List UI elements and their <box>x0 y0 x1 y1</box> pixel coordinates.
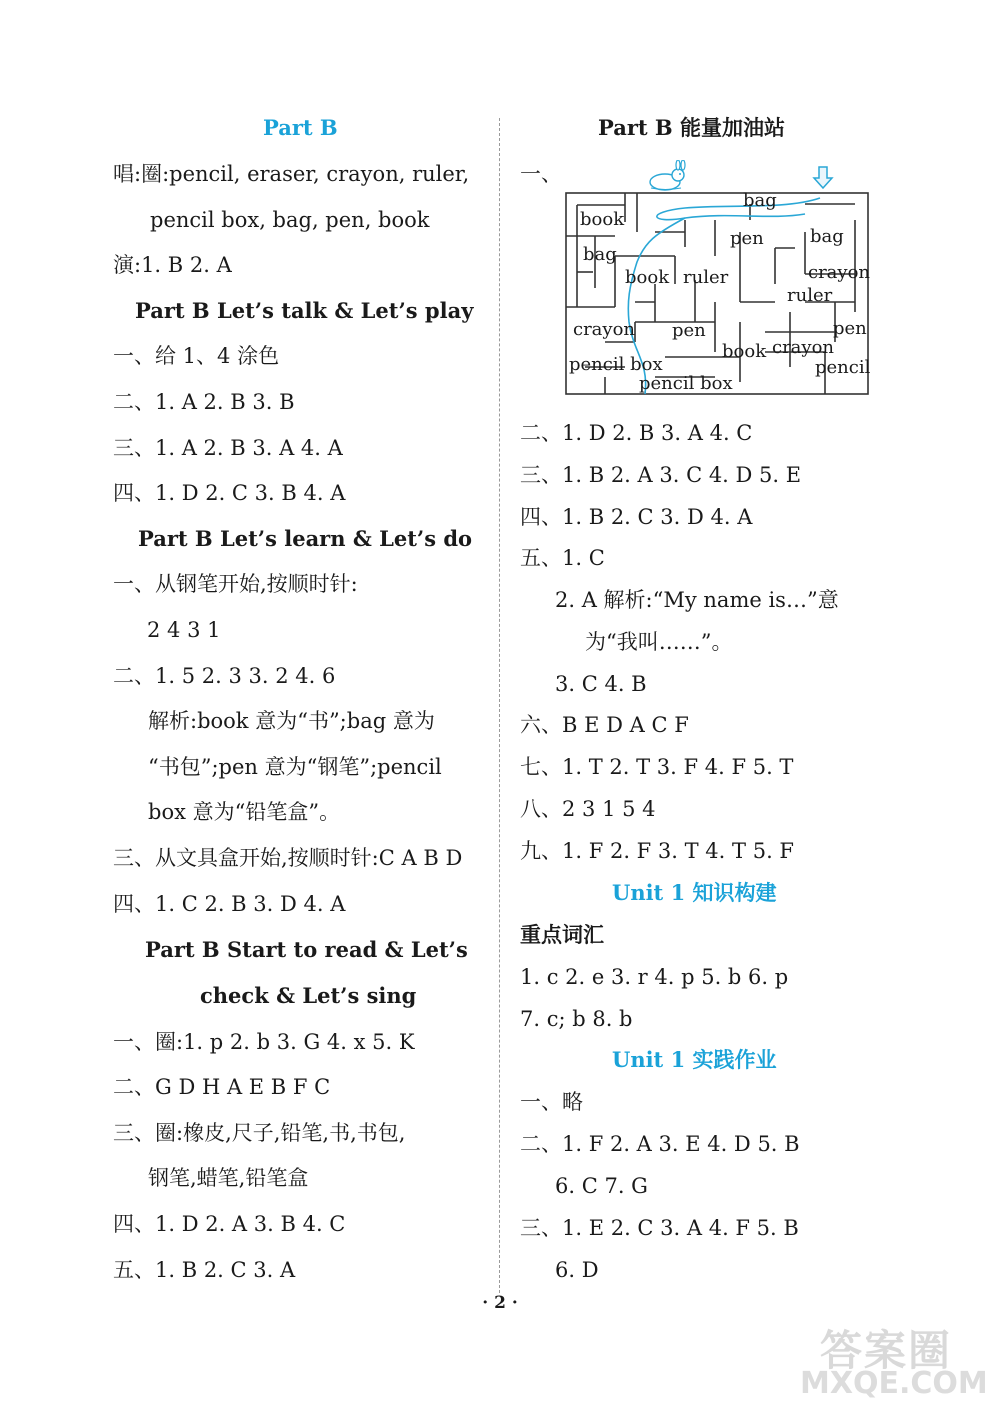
question-number: 一、 <box>520 162 562 186</box>
unit-heading: Unit 1 实践作业 <box>612 1047 777 1072</box>
answer-line: 2 4 3 1 <box>147 618 221 642</box>
answer-line: 二、1. F 2. A 3. E 4. D 5. B <box>520 1132 800 1156</box>
maze-word: pen <box>730 228 764 249</box>
answer-line: 二、1. D 2. B 3. A 4. C <box>520 421 753 445</box>
answer-line: 四、1. D 2. A 3. B 4. C <box>113 1212 346 1236</box>
rabbit-icon <box>645 160 691 192</box>
answer-line: 七、1. T 2. T 3. F 4. F 5. T <box>520 755 794 779</box>
answer-line: 五、1. C <box>520 546 605 570</box>
maze-word: ruler <box>787 285 833 306</box>
answer-line: 6. D <box>555 1258 599 1282</box>
answer-line: 三、1. E 2. C 3. A 4. F 5. B <box>520 1216 799 1240</box>
watermark <box>800 1318 990 1408</box>
answer-line: 一、给 1、4 涂色 <box>113 344 280 368</box>
maze-word: book <box>722 341 767 362</box>
solution-path <box>657 198 820 220</box>
column-divider <box>499 118 500 1293</box>
maze-word: crayon <box>772 337 835 358</box>
explanation-line: 2. A 解析:“My name is…”意 <box>555 588 839 612</box>
explanation-line: “书包”;pen 意为“钢笔”;pencil <box>148 755 442 779</box>
answer-line: 九、1. F 2. F 3. T 4. T 5. F <box>520 839 794 863</box>
answer-line: 三、1. B 2. A 3. C 4. D 5. E <box>520 463 802 487</box>
maze-word: pencil <box>815 357 871 378</box>
maze-word: book <box>580 209 625 230</box>
section-heading: Part B 能量加油站 <box>598 115 785 140</box>
answer-line: 二、1. A 2. B 3. B <box>113 390 295 414</box>
maze-word: bag <box>583 244 617 265</box>
maze-word: bag <box>810 226 844 247</box>
answer-line: 二、G D H A E B F C <box>113 1075 331 1099</box>
answer-line: 7. c; b 8. b <box>520 1007 633 1031</box>
answer-line: 3. C 4. B <box>555 672 647 696</box>
maze-puzzle <box>565 192 870 402</box>
answer-line: 八、2 3 1 5 4 <box>520 797 656 821</box>
maze-word: pen <box>833 318 867 339</box>
page-number: · 2 · <box>482 1293 518 1313</box>
maze-word: book <box>625 267 670 288</box>
answer-line: 四、1. D 2. C 3. B 4. A <box>113 481 346 505</box>
maze-word: crayon <box>573 319 636 340</box>
watermark-logo: 答案圈 <box>820 1326 953 1375</box>
maze-word: bag <box>743 190 777 211</box>
answer-line: 五、1. B 2. C 3. A <box>113 1258 296 1282</box>
answer-line: 三、1. A 2. B 3. A 4. A <box>113 436 343 460</box>
explanation-line: 为“我叫……”。 <box>585 630 733 654</box>
watermark-url: MXQE.COM <box>800 1366 988 1401</box>
answer-line: 1. c 2. e 3. r 4. p 5. b 6. p <box>520 965 789 989</box>
answer-line: 演:1. B 2. A <box>113 253 232 277</box>
answer-line: 三、圈:橡皮,尺子,铅笔,书,书包, <box>113 1121 406 1145</box>
unit-heading: Unit 1 知识构建 <box>612 880 777 905</box>
answer-line: 二、1. 5 2. 3 3. 2 4. 6 <box>113 664 336 688</box>
answer-line: 6. C 7. G <box>555 1174 648 1198</box>
answer-line: 四、1. B 2. C 3. D 4. A <box>520 505 753 529</box>
answer-line: 三、从文具盒开始,按顺时针:C A B D <box>113 846 463 870</box>
maze-word: pen <box>672 320 706 341</box>
answer-line: 唱:圈:pencil, eraser, crayon, ruler, <box>113 162 470 186</box>
answer-line: 一、圈:1. p 2. b 3. G 4. x 5. K <box>113 1030 415 1054</box>
down-arrow-icon <box>812 166 834 190</box>
answer-line: 四、1. C 2. B 3. D 4. A <box>113 892 346 916</box>
answer-line: 钢笔,蜡笔,铅笔盒 <box>148 1166 309 1190</box>
answer-line: 六、B E D A C F <box>520 713 689 737</box>
maze-word: crayon <box>808 262 871 283</box>
explanation-line: 解析:book 意为“书”;bag 意为 <box>148 709 435 733</box>
maze-word: ruler <box>683 267 729 288</box>
section-heading: check & Let’s sing <box>200 983 417 1008</box>
answer-line: 一、从钢笔开始,按顺时针: <box>113 572 358 596</box>
maze-word: pencil box <box>569 354 663 375</box>
maze-word: pencil box <box>639 373 733 394</box>
answer-line: pencil box, bag, pen, book <box>150 208 430 232</box>
answer-line: 一、略 <box>520 1090 583 1114</box>
section-heading: Part B <box>263 115 338 140</box>
explanation-line: box 意为“铅笔盒”。 <box>148 800 341 824</box>
section-heading: Part B Start to read & Let’s <box>145 937 468 962</box>
section-heading: Part B Let’s talk & Let’s play <box>135 298 474 323</box>
subsection-heading: 重点词汇 <box>520 922 604 947</box>
section-heading: Part B Let’s learn & Let’s do <box>138 526 473 551</box>
